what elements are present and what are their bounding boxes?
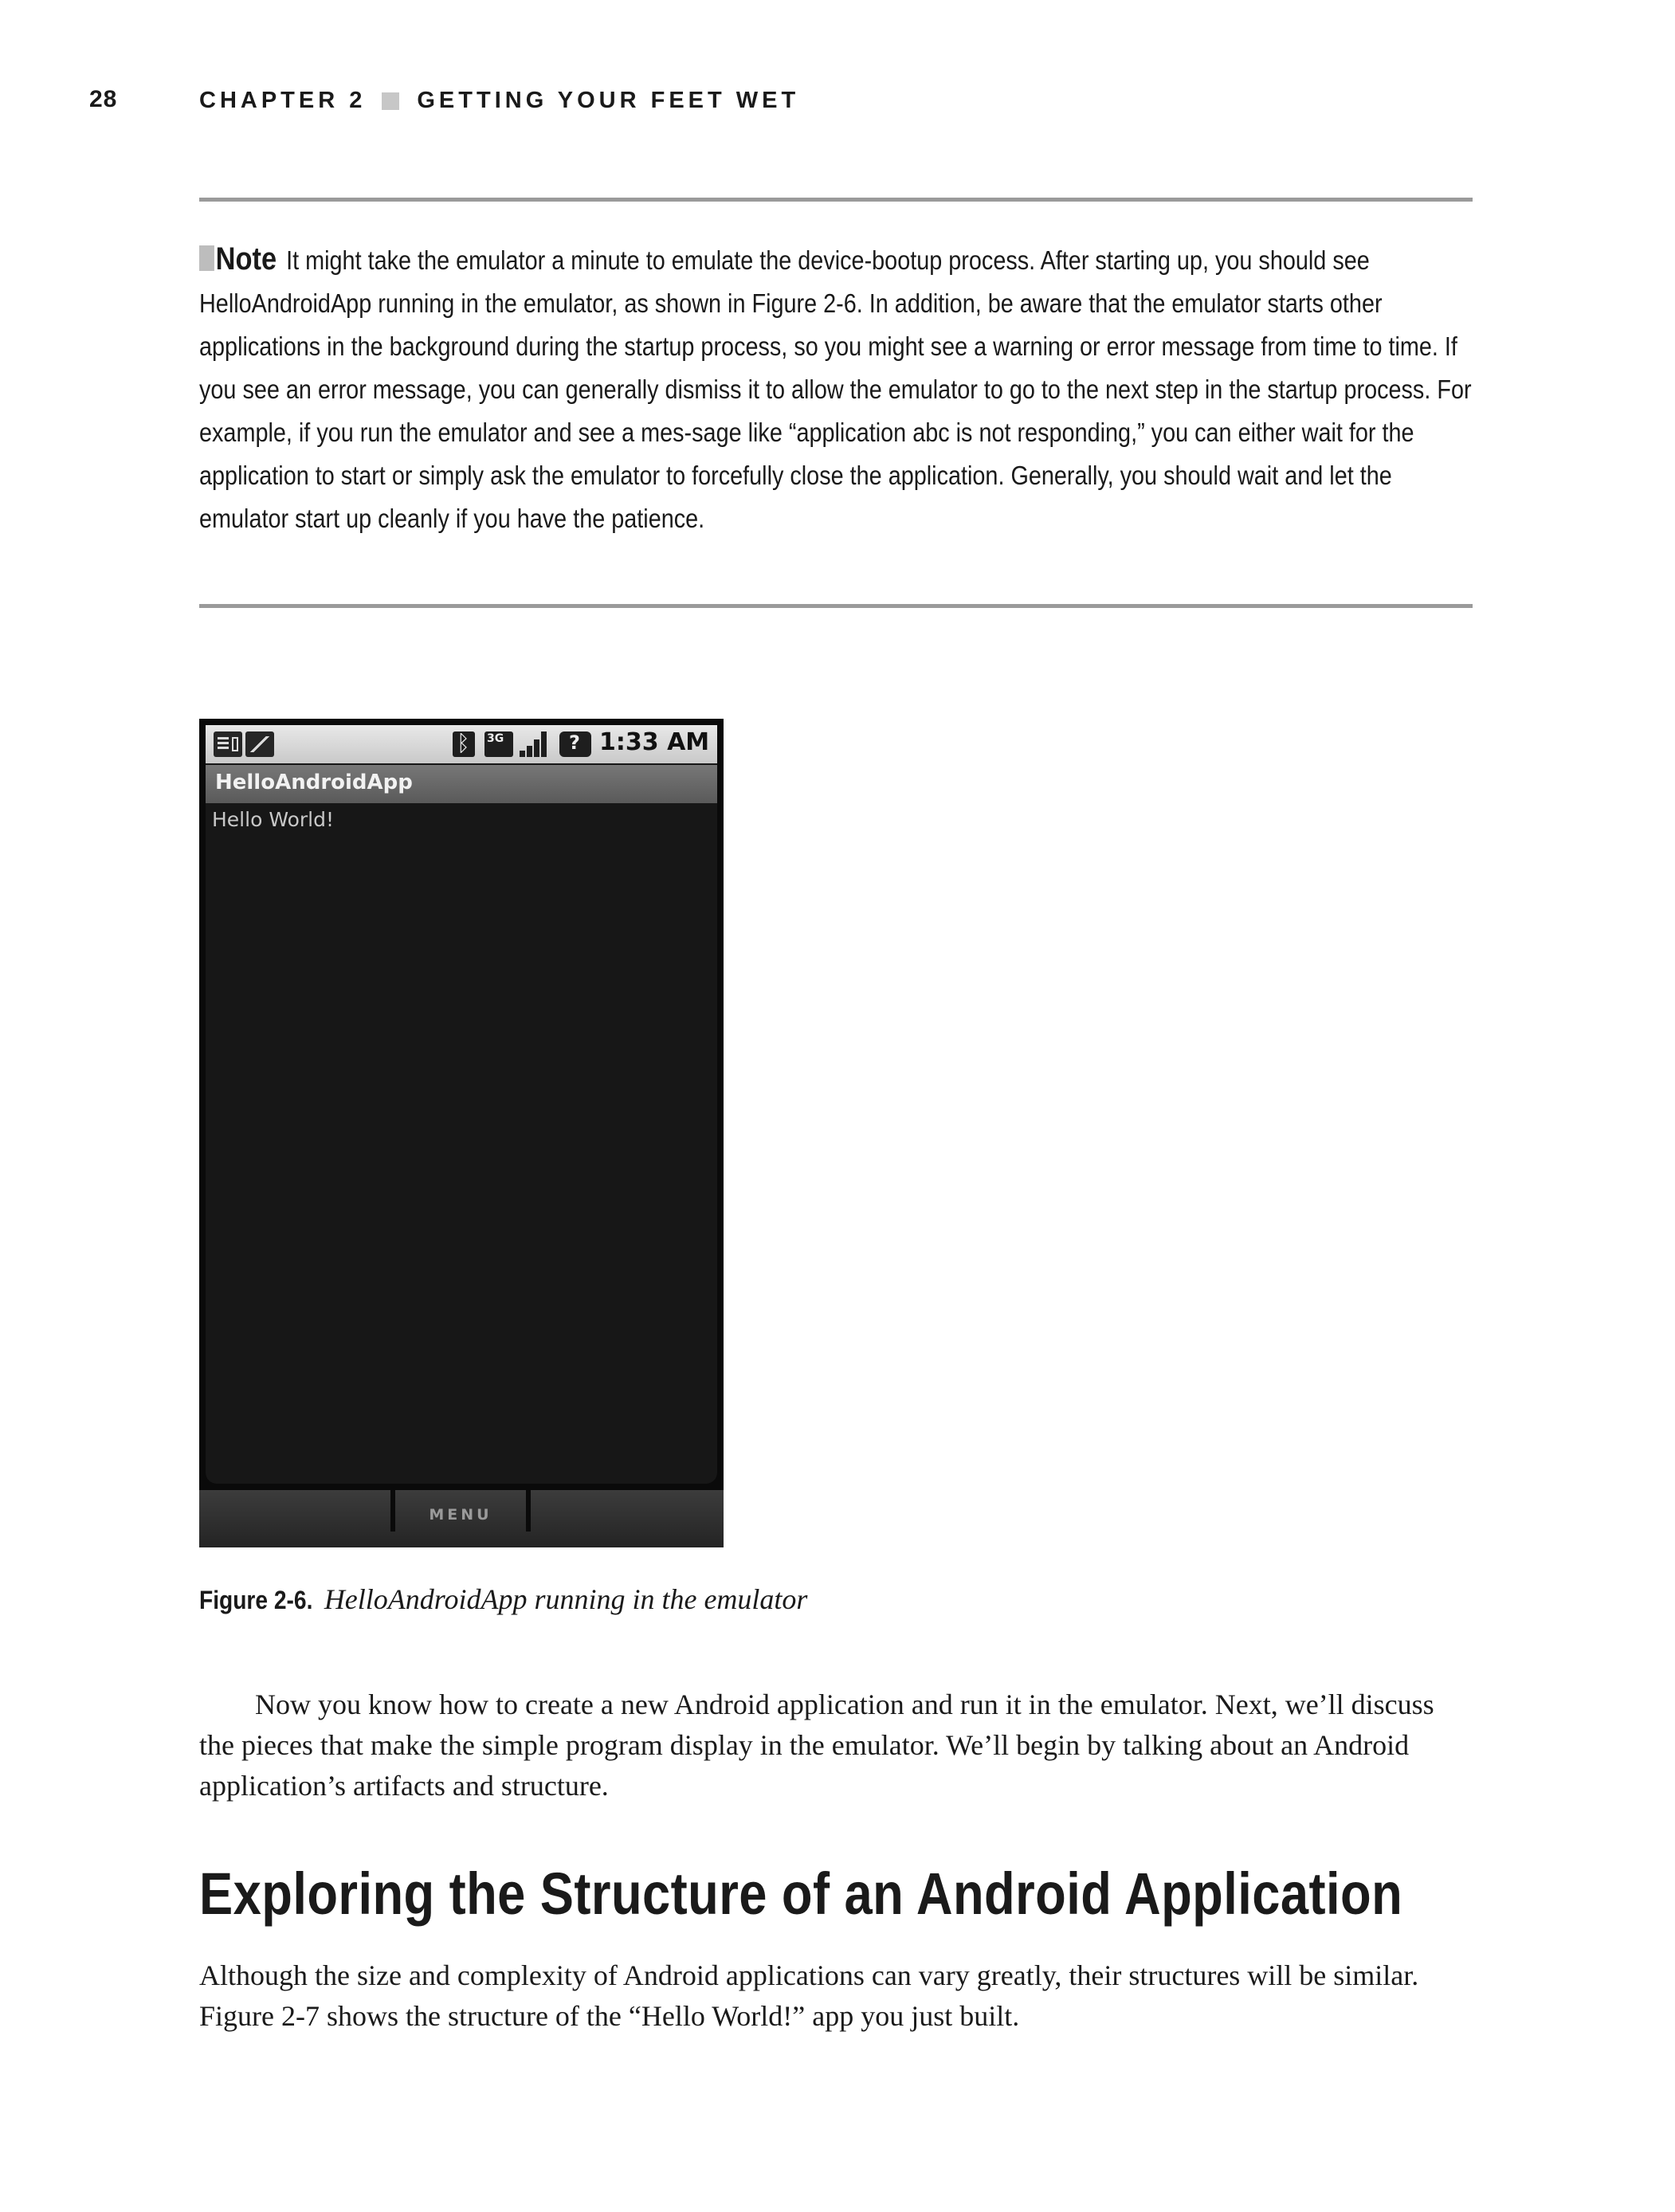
help-icon <box>559 731 591 757</box>
menu-label: MENU <box>429 1506 492 1524</box>
status-bar <box>206 725 717 763</box>
app-title: HelloAndroidApp <box>215 771 413 794</box>
figure-caption-text: HelloAndroidApp running in the emulator <box>324 1583 808 1615</box>
emulator-screenshot <box>199 719 724 1547</box>
chapter-title: GETTING YOUR FEET WET <box>417 88 800 113</box>
status-time: 1:33 AM <box>599 728 710 756</box>
body-paragraph: Now you know how to create a new Android application and run it in the emulator. Next, we’ll discuss the pieces that make the simple program display in the emulator. We’ll begin by talking about an Android application’s artifacts and structure. <box>199 1688 1434 1802</box>
figure-caption <box>199 1583 807 1616</box>
app-title-bar <box>206 765 717 803</box>
emulator-bottom-bar <box>199 1490 724 1547</box>
bluetooth-icon <box>453 731 475 757</box>
3g-icon <box>484 731 513 757</box>
note-marker <box>199 245 214 271</box>
network-label: 3G <box>487 732 504 745</box>
body-paragraph-2: Although the size and complexity of Android applications can vary greatly, their structures will be similar. Figure 2-7 shows the structure of the “Hello World!” app you just built. <box>199 1959 1419 2032</box>
hello-world-text: Hello World! <box>212 808 334 831</box>
note-top-rule <box>199 198 1473 202</box>
note-block <box>199 237 1474 541</box>
running-header <box>199 88 799 114</box>
chapter-label: CHAPTER 2 <box>199 88 367 113</box>
note-label: Note <box>215 241 277 276</box>
figure-label: Figure 2-6. <box>199 1586 313 1614</box>
header-separator <box>382 92 399 110</box>
note-text: It might take the emulator a minute to emulate the device-bootup process. After starting up, you should see HelloAndroidApp running in the emulator, as shown in Figure 2-6. In addition, be aware that the emulator starts other applications in the background during the startup process, so you might see a warning or error message from time to time. If you see an error message, you can generally dismiss it to allow the emulator to go to the next step in the startup process. For example, if you run the emulator and see a mes-sage like “application abc is not responding,” you can either wait for the application to start or simply ask the emulator to forcefully close the application. Generally, you should wait and let the emulator start up cleanly if you have the patience. <box>199 246 1472 534</box>
section-heading: Exploring the Structure of an Android Application <box>199 1861 1403 1927</box>
note-bottom-rule <box>199 604 1473 608</box>
page-number: 28 <box>89 86 118 112</box>
notification-icon <box>214 731 242 757</box>
menu-button[interactable] <box>390 1490 531 1532</box>
emulator-screen <box>206 725 717 1484</box>
signal-icon <box>520 731 551 757</box>
notification-icon <box>245 731 274 757</box>
